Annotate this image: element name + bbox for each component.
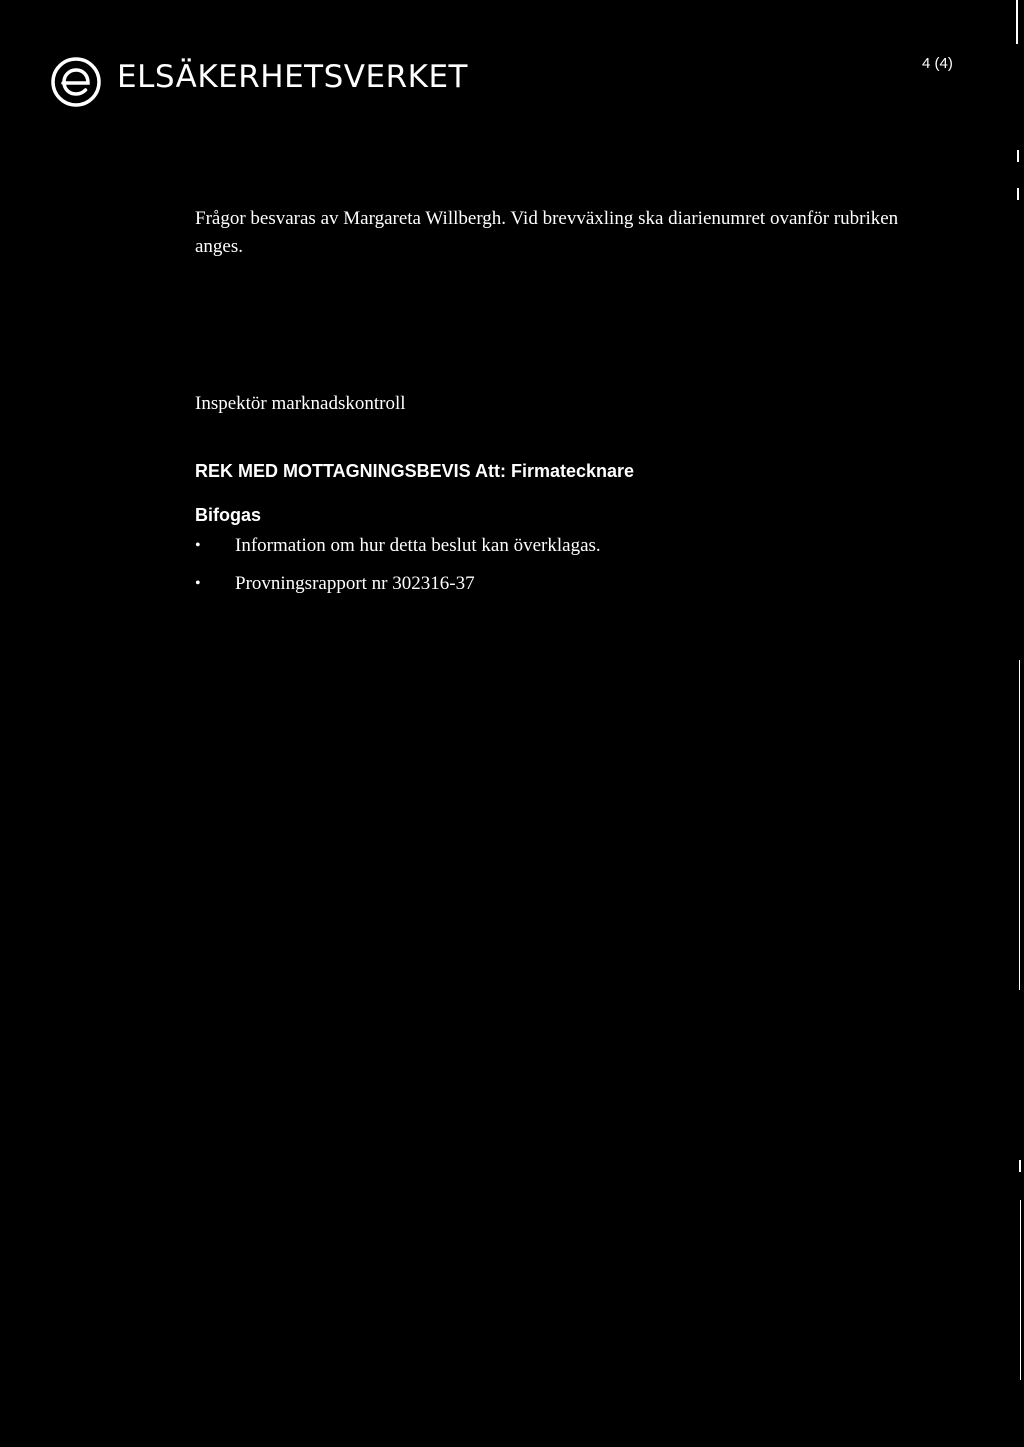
signature-title: Inspektör marknadskontroll (195, 393, 406, 414)
scan-edge-mark (1020, 1200, 1021, 1380)
attachments-heading: Bifogas (195, 505, 262, 525)
elsakerhetsverket-logo-icon (50, 56, 102, 108)
scan-edge-mark (1017, 150, 1019, 162)
list-item (195, 534, 601, 572)
organization-name: ELSÄKERHETSVERKET (117, 59, 468, 95)
page-number: 4 (4) (922, 55, 953, 72)
letterhead (0, 0, 1024, 120)
scan-edge-mark (1016, 0, 1018, 44)
contact-paragraph: Frågor besvaras av Margareta Willbergh. Vid brevväxling ska diarienumret ovanför rubriken anges. (195, 208, 899, 257)
contact-paragraph-container (195, 205, 915, 261)
bullet-icon: • (195, 575, 201, 592)
attachments-list (195, 534, 601, 610)
scan-edge-mark (1019, 1160, 1021, 1172)
attachment-label: Information om hur detta beslut kan överklagas. (235, 535, 601, 556)
attachment-label: Provningsrapport nr 302316-37 (235, 573, 475, 594)
list-item (195, 572, 601, 610)
scan-edge-mark (1017, 188, 1019, 200)
bullet-icon: • (195, 537, 201, 554)
scan-edge-mark (1019, 660, 1020, 990)
delivery-instruction: REK MED MOTTAGNINGSBEVIS Att: Firmatecknare (195, 461, 635, 481)
